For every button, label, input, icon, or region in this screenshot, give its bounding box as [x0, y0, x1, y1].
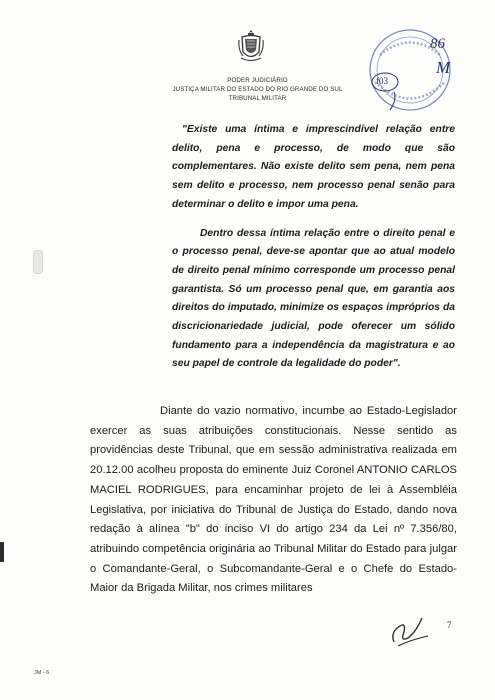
quote-paragraph-2: Dentro dessa íntima relação entre o direito penal e o processo penal, deve-se apontar que ao atual modelo de direito penal mínimo corresponde um processo penal garantista. Só um processo penal que, em garantia aos direitos do imputado, minimize os espaços impróprios da discricionariedade judicial, pode oferecer um sólido fundamento para a independência da magistratura e ao seu papel de controle da legalidade do poder".	[172, 227, 455, 370]
header-line-judiciary: PODER JUDICIÁRIO	[227, 77, 288, 84]
quoted-passage	[172, 121, 455, 374]
stamp-handwritten-number: 86	[430, 36, 445, 52]
body-text	[90, 402, 457, 599]
header-line-tribunal: TRIBUNAL MILITAR	[228, 95, 287, 102]
court-header	[150, 76, 365, 103]
footer-form-code: JM - 6	[34, 670, 50, 676]
edge-mark	[0, 542, 4, 562]
body-paragraph-1: Diante do vazio normativo, incumbe ao Estado-Legislador exercer as suas atribuições constitucionais. Nesse sentido as providências deste Tribunal, que em sessão administrativa realizada em 20.12.00 acolheu proposta do eminente Juiz Coronel ANTONIO CARLOS MACIEL RODRIGUES, para encaminhar projeto de lei à Assembléia Legislativa, por iniciativa do Tribunal de Justiça do Estado, dando nova redação à alínea "b" do inciso VI do artigo 234 da Lei nº 7.356/80, atribuindo competência originária ao Tribunal Militar do Estado para julgar o Comandante-Geral, o Subcomandante-Geral e o Chefe do Estado-Maior da Brigada Militar, nos crimes militares	[90, 405, 457, 595]
coat-of-arms-emblem	[237, 28, 265, 64]
page-number: 7	[447, 620, 452, 630]
stamp-handwritten-initial: M	[436, 58, 451, 77]
punch-hole	[33, 250, 43, 274]
court-stamp	[340, 20, 480, 125]
header-line-justice: JUSTIÇA MILITAR DO ESTADO DO RIO GRANDE DO SUL	[172, 86, 343, 93]
quote-paragraph-1: "Existe uma íntima e imprescindível relação entre delito, pena e processo, de modo que são complementares. Não existe delito sem pena, nem pena sem delito e processo, nem processo penal senão para determinar o delito e impor uma pena.	[172, 124, 455, 210]
signature-initials	[388, 612, 434, 650]
stamp-small-mark: f03	[376, 76, 388, 86]
